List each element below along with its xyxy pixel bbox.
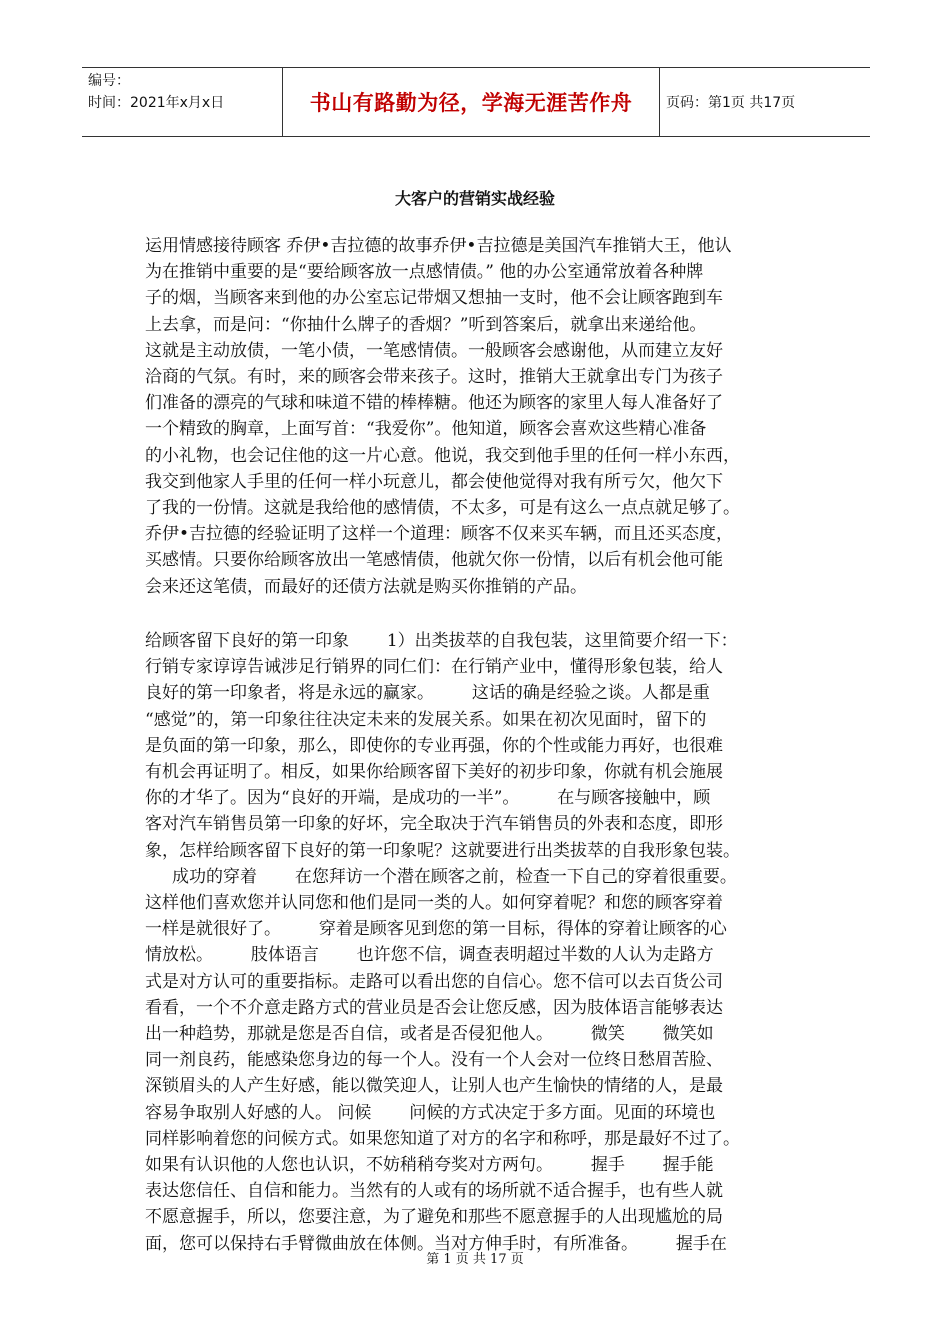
number-label: 编号：	[88, 73, 130, 89]
text-line: 一样是就很好了。 穿着是顾客见到您的第一目标，得体的穿着让顾客的心	[145, 919, 727, 940]
text-line: 同样影响着您的问候方式。如果您知道了对方的名字和称呼，那是最好不过了。	[145, 1128, 740, 1149]
paragraph-1	[145, 233, 825, 600]
header-motto: 书山有路勤为径，学海无涯苦作舟	[282, 68, 660, 136]
document-title: 大客户的营销实战经验	[394, 189, 555, 208]
text-line: 面，您可以保持右手臂微曲放在体侧。当对方伸手时，有所准备。 握手在	[145, 1233, 727, 1254]
text-line: 了我的一份情。这就是我给他的感情债，不太多，可是有这么一点点就足够了。	[145, 498, 740, 519]
text-line: 运用情感接待顾客 乔伊•吉拉德的故事乔伊•吉拉德是美国汽车推销大王，他认	[145, 236, 732, 256]
text-line: 不愿意握手，所以，您要注意，为了避免和那些不愿意握手的人出现尴尬的局	[145, 1207, 723, 1228]
text-line: 这样他们喜欢您并认同您和他们是同一类的人。如何穿着呢？和您的顾客穿着	[145, 893, 723, 914]
header-table	[82, 67, 870, 137]
text-line: 成功的穿着 在您拜访一个潜在顾客之前，检查一下自己的穿着很重要。	[145, 866, 737, 887]
header-page-label: 页码：第1页 共17页	[666, 95, 796, 111]
text-line: 看看，一个不介意走路方式的营业员是否会让您反感，因为肢体语言能够表达	[145, 997, 723, 1018]
text-line: 有机会再证明了。相反，如果你给顾客留下美好的初步印象，你就有机会施展	[145, 762, 723, 783]
text-line: 象，怎样给顾客留下良好的第一印象呢？这就要进行出类拔萃的自我形象包装。	[145, 840, 740, 861]
text-line: 式是对方认可的重要指标。走路可以看出您的自信心。您不信可以去百货公司	[145, 971, 723, 992]
text-line: 们准备的漂亮的气球和味道不错的棒棒糖。他还为顾客的家里人每人准备好了	[145, 393, 723, 414]
text-line: 一个精致的胸章，上面写首：“我爱你”。他知道，顾客会喜欢这些精心准备	[145, 419, 707, 440]
text-line: 这就是主动放债，一笔小债，一笔感情债。一般顾客会感谢他，从而建立友好	[145, 340, 723, 361]
text-line: 给顾客留下良好的第一印象 1）出类拔萃的自我包装，这里简要介绍一下：	[145, 631, 738, 651]
text-line: 如果有认识他的人您也认识，不妨稍稍夸奖对方两句。 握手 握手能	[145, 1155, 714, 1176]
text-line: 的小礼物，也会记住他的这一片心意。他说，我交到他手里的任何一样小东西，	[145, 445, 740, 466]
text-line: 子的烟，当顾客来到他的办公室忘记带烟又想抽一支时，他不会让顾客跑到车	[145, 288, 723, 309]
text-line: 洽商的气氛。有时，来的顾客会带来孩子。这时，推销大王就拿出专门为孩子	[145, 367, 723, 388]
text-line: 上去拿，而是问：“你抽什么牌子的香烟？”听到答案后，就拿出来递给他。	[145, 314, 707, 335]
text-line: 容易争取别人好感的人。 问候 问候的方式决定于多方面。见面的环境也	[145, 1102, 716, 1123]
page-footer: 第 1 页 共 17 页	[426, 1252, 524, 1267]
text-line: 行销专家谆谆告诫涉足行销界的同仁们：在行销产业中，懂得形象包装，给人	[145, 657, 723, 678]
text-line: 良好的第一印象者，将是永远的赢家。 这话的确是经验之谈。人都是重	[145, 683, 710, 704]
text-line: 同一剂良药，能感染您身边的每一个人。没有一个人会对一位终日愁眉苦脸、	[145, 1050, 723, 1071]
time-label: 时间：2021年x月x日	[88, 95, 225, 111]
text-line: 为在推销中重要的是“要给顾客放一点感情债。” 他的办公室通常放着各种牌	[145, 262, 704, 283]
text-line: 会来还这笔债，而最好的还债方法就是购买你推销的产品。	[145, 576, 587, 597]
text-line: 情放松。 肢体语言 也许您不信，调查表明超过半数的人认为走路方	[145, 945, 714, 966]
text-line: 是负面的第一印象，那么，即使你的专业再强，你的个性或能力再好，也很难	[145, 735, 723, 756]
text-line: 表达您信任、自信和能力。当然有的人或有的场所就不适合握手，也有些人就	[145, 1181, 723, 1202]
text-line: 你的才华了。因为“良好的开端，是成功的一半”。 在与顾客接触中，顾	[145, 788, 711, 809]
text-line: 我交到他家人手里的任何一样小玩意儿，都会使他觉得对我有所亏欠，他欠下	[145, 471, 723, 492]
text-line: 买感情。只要你给顾客放出一笔感情债，他就欠你一份情，以后有机会他可能	[145, 550, 723, 571]
text-line: 客对汽车销售员第一印象的好坏，完全取决于汽车销售员的外表和态度，即形	[145, 814, 723, 835]
text-line: 出一种趋势，那就是您是否自信，或者是否侵犯他人。 微笑 微笑如	[145, 1024, 714, 1045]
text-line: “感觉”的，第一印象往往决定未来的发展关系。如果在初次见面时，留下的	[145, 709, 707, 730]
text-line: 乔伊•吉拉德的经验证明了这样一个道理：顾客不仅来买车辆，而且还买态度，	[145, 524, 734, 545]
text-line: 深锁眉头的人产生好感，能以微笑迎人，让别人也产生愉快的情绪的人，是最	[145, 1076, 723, 1097]
header-meta	[82, 68, 282, 136]
paragraph-2	[145, 628, 825, 1257]
